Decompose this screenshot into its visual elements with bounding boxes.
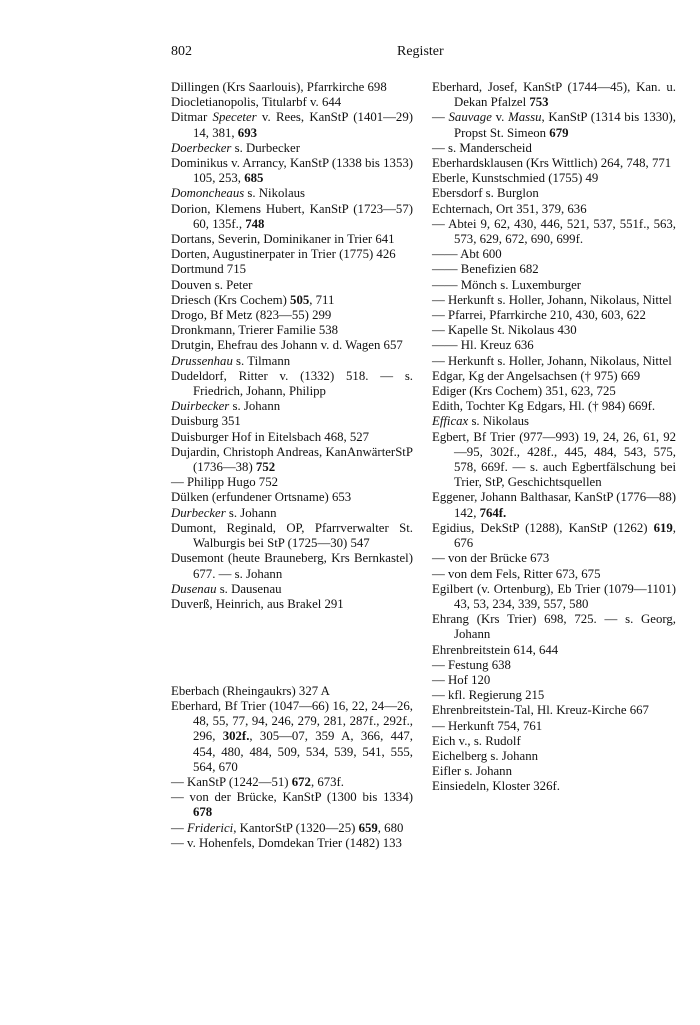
index-entry: — Sauvage v. Massu, KanStP (1314 bis 1330), Propst St. Simeon 679 bbox=[432, 110, 676, 140]
index-entry: Ehrenbreitstein 614, 644 bbox=[432, 642, 559, 657]
index-entry: Doerbecker s. Durbecker bbox=[171, 140, 300, 155]
index-entry: — Hof 120 bbox=[432, 672, 491, 687]
index-entry: — Friderici, KantorStP (1320—25) 659, 680 bbox=[171, 820, 404, 835]
index-entry: — von der Brücke 673 bbox=[432, 551, 550, 566]
index-entry: Egidius, DekStP (1288), KanStP (1262) 619, 676 bbox=[432, 520, 676, 551]
index-entry: Dumont, Reginald, OP, Pfarrverwalter St. Walburgis bei StP (1725—30) 547 bbox=[171, 520, 413, 551]
index-column-left bbox=[171, 80, 413, 851]
index-entry: Ediger (Krs Cochem) 351, 623, 725 bbox=[432, 384, 616, 399]
index-entry: — Philipp Hugo 752 bbox=[171, 475, 279, 490]
index-entry: Eggener, Johann Balthasar, KanStP (1776—88) 142, 764f. bbox=[432, 490, 676, 520]
index-entry: Dülken (erfundener Ortsname) 653 bbox=[171, 490, 352, 505]
index-entry: Domoncheaus s. Nikolaus bbox=[171, 186, 306, 201]
index-entry: Eberbach (Rheingaukrs) 327 A bbox=[171, 683, 330, 698]
index-entry: Ehrenbreitstein-Tal, Hl. Kreuz-Kirche 667 bbox=[432, 703, 649, 718]
index-entry: Efficax s. Nikolaus bbox=[432, 414, 530, 429]
index-entry: Eberle, Kunstschmied (1755) 49 bbox=[432, 171, 599, 186]
index-entry: — kfl. Regierung 215 bbox=[432, 688, 545, 703]
index-entry: — KanStP (1242—51) 672, 673f. bbox=[171, 774, 345, 789]
index-entry: — von dem Fels, Ritter 673, 675 bbox=[432, 566, 601, 581]
index-entry: Dusenau s. Dausenau bbox=[171, 581, 282, 596]
index-entry: Drogo, Bf Metz (823—55) 299 bbox=[171, 308, 332, 323]
index-entry: Diocletianopolis, Titularbf v. 644 bbox=[171, 95, 342, 110]
index-entry: Edgar, Kg der Angelsachsen († 975) 669 bbox=[432, 368, 641, 383]
index-entry: Dorten, Augustinerpater in Trier (1775) 426 bbox=[171, 247, 396, 262]
index-entry: Ebersdorf s. Burglon bbox=[432, 186, 539, 201]
index-entry: Drussenhau s. Tilmann bbox=[171, 353, 291, 368]
index-entry: Ehrang (Krs Trier) 698, 725. — s. Georg, Johann bbox=[432, 612, 676, 642]
index-entry: Edith, Tochter Kg Edgars, Hl. († 984) 669f. bbox=[432, 399, 656, 414]
index-entry: Dillingen (Krs Saarlouis), Pfarrkirche 698 bbox=[171, 80, 387, 94]
index-entry: Eberhardsklausen (Krs Wittlich) 264, 748, 771 bbox=[432, 156, 672, 171]
index-entry: Dortans, Severin, Dominikaner in Trier 641 bbox=[171, 232, 395, 247]
index-entry: Dorion, Klemens Hubert, KanStP (1723—57) 60, 135f., 748 bbox=[171, 201, 413, 231]
index-entry: Eifler s. Johann bbox=[432, 764, 512, 779]
index-entry: —— Benefizien 682 bbox=[432, 262, 539, 277]
index-entry: Douven s. Peter bbox=[171, 277, 253, 292]
index-entry: Duirbecker s. Johann bbox=[171, 399, 281, 414]
index-entry: Egilbert (v. Ortenburg), Eb Trier (1079—1101) 43, 53, 234, 339, 557, 580 bbox=[432, 581, 676, 611]
index-entry: — von der Brücke, KanStP (1300 bis 1334) 678 bbox=[171, 790, 413, 820]
index-entry: Eich v., s. Rudolf bbox=[432, 733, 521, 748]
index-entry: —— Abt 600 bbox=[432, 247, 502, 262]
index-column-right bbox=[432, 80, 676, 795]
index-entry: —— Mönch s. Luxemburger bbox=[432, 277, 582, 292]
index-entry: Egbert, Bf Trier (977—993) 19, 24, 26, 61, 92—95, 302f., 428f., 445, 484, 543, 575, 578, 669f. — s. auch Egbertfälschung bei Trier, StP, Geschichtsquellen bbox=[432, 429, 676, 490]
index-entry: Echternach, Ort 351, 379, 636 bbox=[432, 201, 587, 216]
index-entry: — Abtei 9, 62, 430, 446, 521, 537, 551f., 563, 573, 629, 672, 690, 699f. bbox=[432, 216, 676, 247]
index-entry: — Herkunft 754, 761 bbox=[432, 718, 543, 733]
index-entry: Durbecker s. Johann bbox=[171, 505, 277, 520]
index-entry: Eichelberg s. Johann bbox=[432, 748, 539, 763]
index-entry: Duverß, Heinrich, aus Brakel 291 bbox=[171, 596, 344, 611]
index-entry: Dudeldorf, Ritter v. (1332) 518. — s. Friedrich, Johann, Philipp bbox=[171, 368, 413, 399]
index-entry: Duisburg 351 bbox=[171, 414, 241, 429]
index-entry: Eberhard, Bf Trier (1047—66) 16, 22, 24—26, 48, 55, 77, 94, 246, 279, 281, 287f., 292f., 296, 302f., 305—07, 359 A, 366, 447, 454, 480, 484, 509, 534, 539, 541, 555, 564, 670 bbox=[171, 698, 413, 774]
index-entry: — v. Hohenfels, Domdekan Trier (1482) 133 bbox=[171, 835, 402, 850]
index-entry: —— Hl. Kreuz 636 bbox=[432, 338, 534, 353]
index-entry: — Herkunft s. Holler, Johann, Nikolaus, Nittel bbox=[432, 353, 672, 368]
index-entry: Dusemont (heute Brauneberg, Krs Bernkastel) 677. — s. Johann bbox=[171, 551, 413, 581]
index-entry: — Herkunft s. Holler, Johann, Nikolaus, Nittel bbox=[432, 292, 672, 307]
index-entry: Dujardin, Christoph Andreas, KanAnwärterStP (1736—38) 752 bbox=[171, 444, 413, 475]
index-entry: Driesch (Krs Cochem) 505, 711 bbox=[171, 292, 335, 307]
index-entry: Dominikus v. Arrancy, KanStP (1338 bis 1353) 105, 253, 685 bbox=[171, 156, 413, 186]
index-entry: Dortmund 715 bbox=[171, 262, 247, 277]
index-entry: Dronkmann, Trierer Familie 538 bbox=[171, 323, 339, 338]
index-entry: — Pfarrei, Pfarrkirche 210, 430, 603, 622 bbox=[432, 308, 646, 323]
index-entry: — s. Manderscheid bbox=[432, 140, 532, 155]
index-entry: Einsiedeln, Kloster 326f. bbox=[432, 779, 560, 794]
running-head: Register bbox=[397, 44, 444, 59]
section-gap bbox=[171, 625, 413, 671]
index-entry: Ditmar Speceter v. Rees, KanStP (1401—29) 14, 381, 693 bbox=[171, 110, 413, 140]
index-entry: — Festung 638 bbox=[432, 657, 511, 672]
index-entry: — Kapelle St. Nikolaus 430 bbox=[432, 323, 577, 338]
index-entry: Duisburger Hof in Eitelsbach 468, 527 bbox=[171, 429, 370, 444]
index-entry: Drutgin, Ehefrau des Johann v. d. Wagen 657 bbox=[171, 338, 403, 353]
index-entry: Eberhard, Josef, KanStP (1744—45), Kan. u. Dekan Pfalzel 753 bbox=[432, 80, 676, 110]
page-number: 802 bbox=[171, 44, 192, 59]
